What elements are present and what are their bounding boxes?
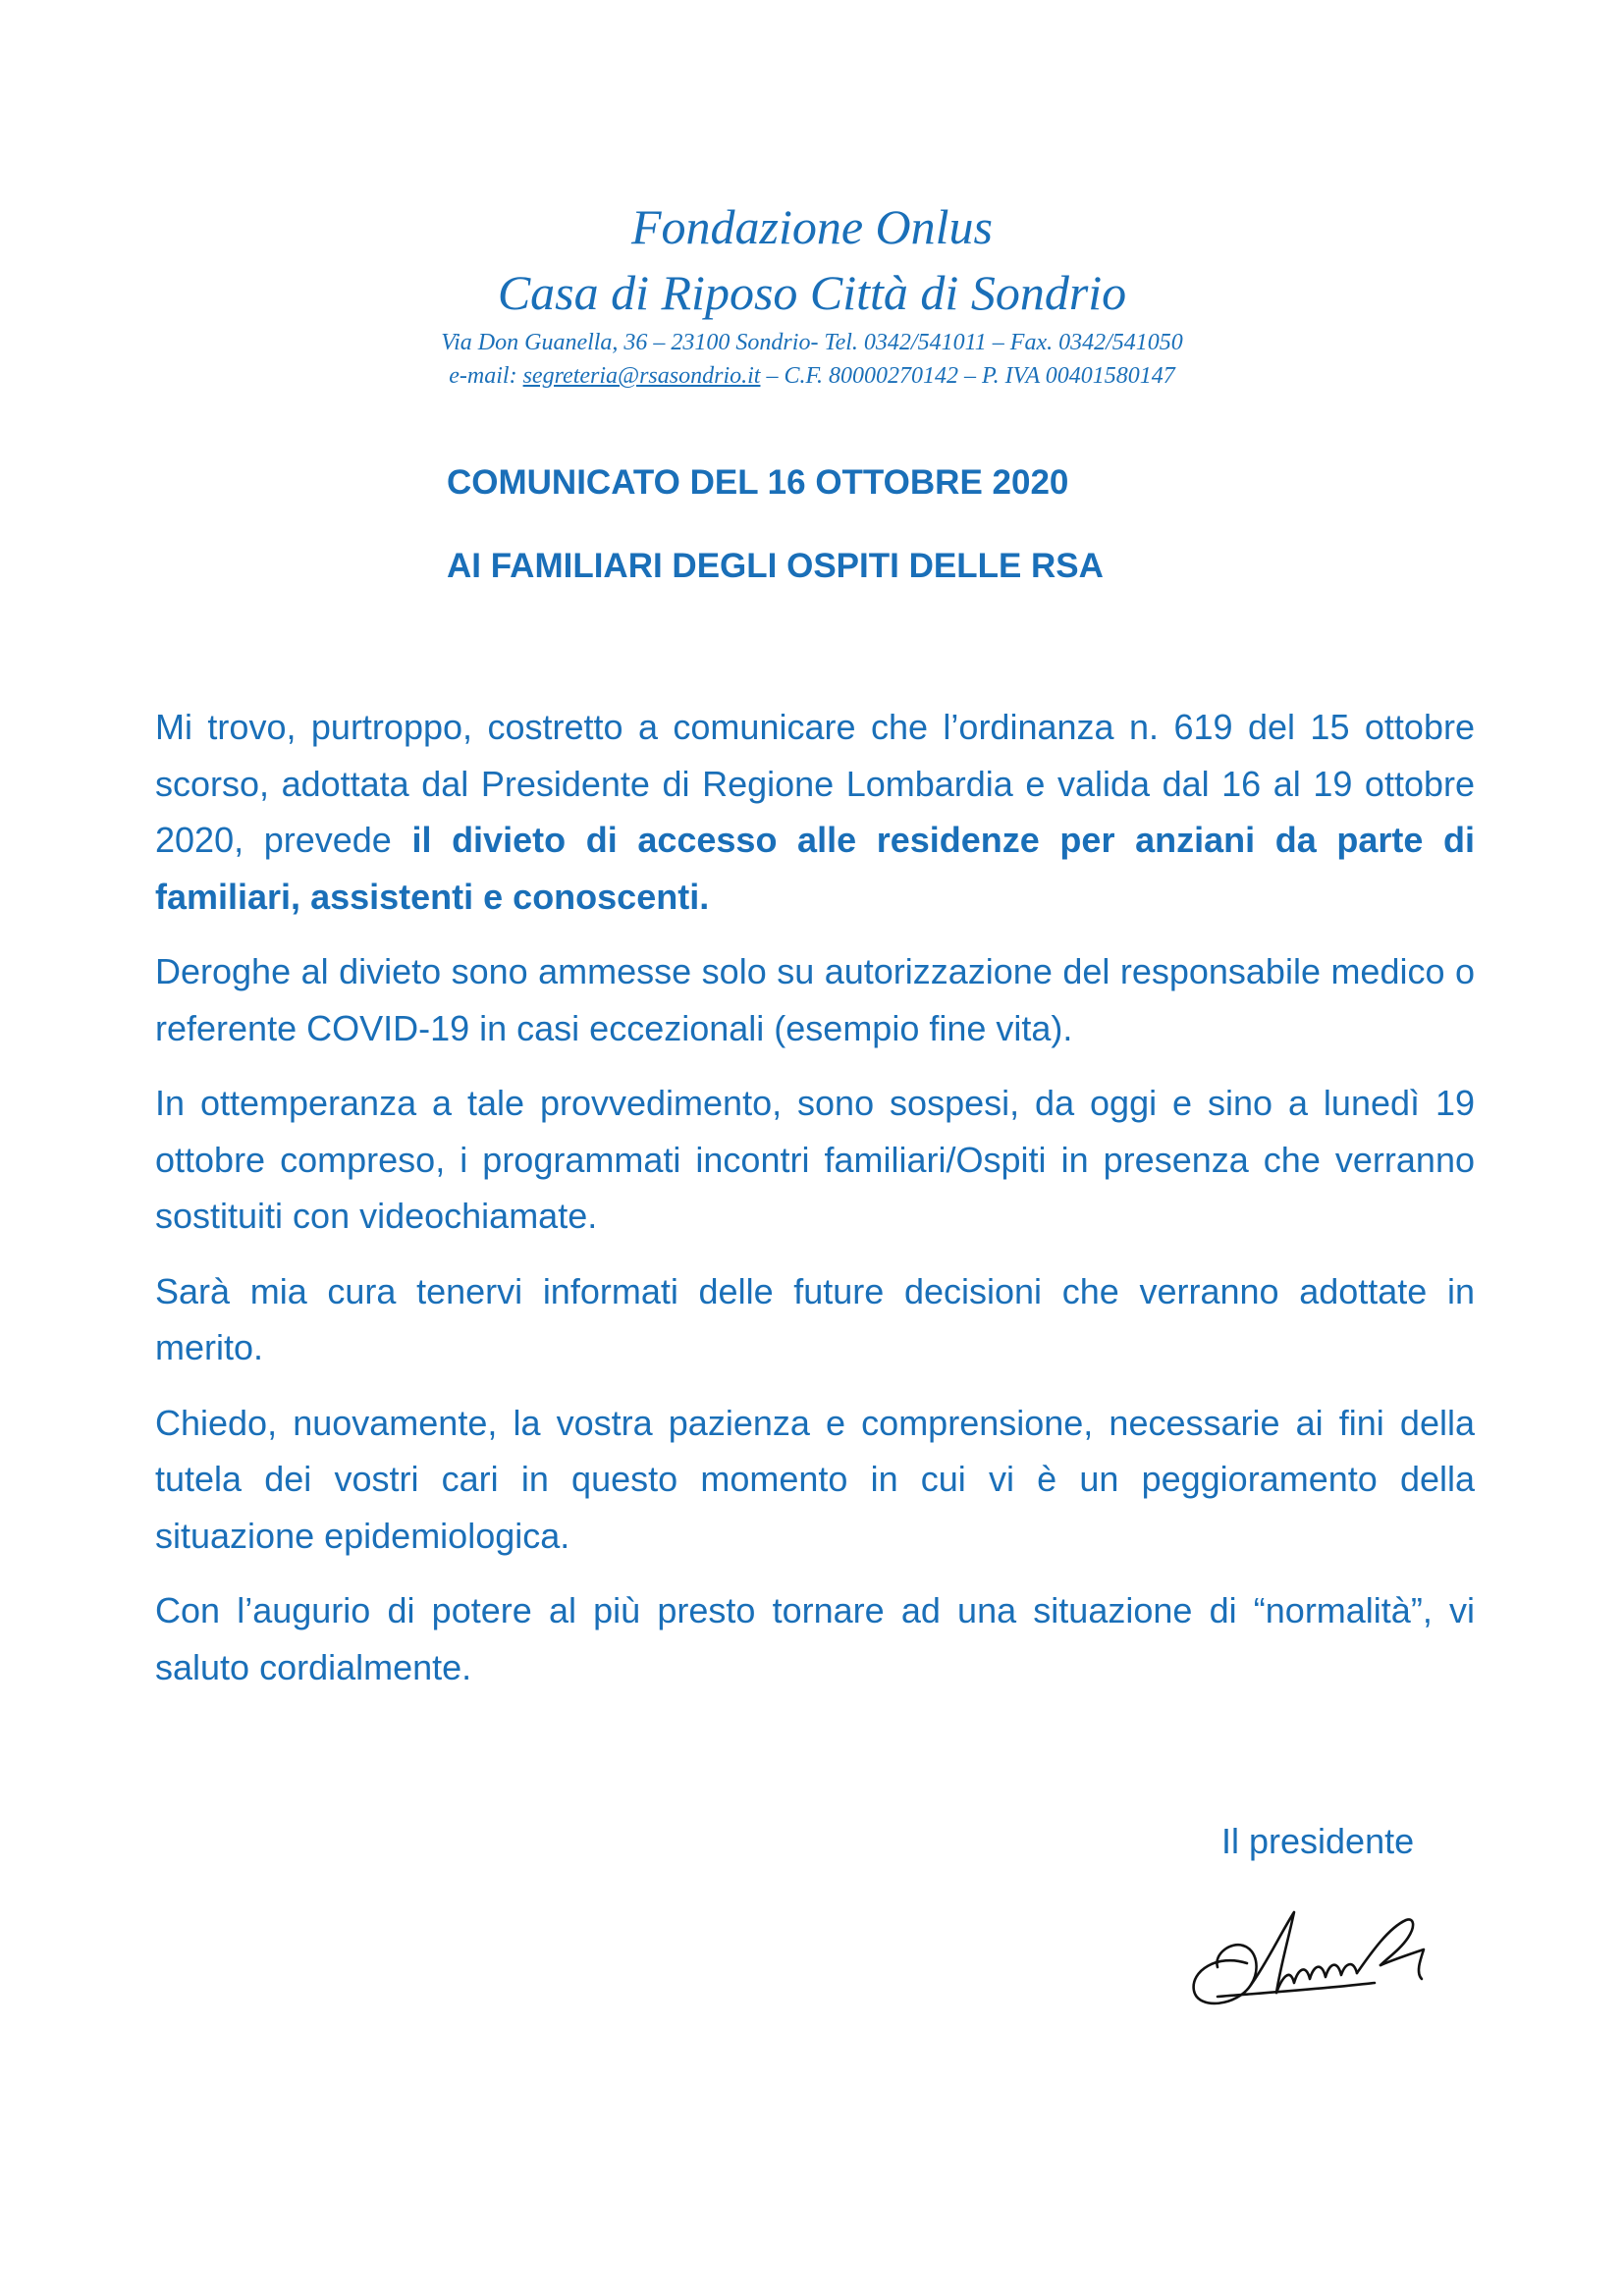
paragraph-5: Chiedo, nuovamente, la vostra pazienza e comprensione, necessarie ai fini della tutela dei vostri cari in questo momento in cui vi è un peggioramento della situazione epidemiologica. xyxy=(155,1402,1475,1556)
fiscal-info: – C.F. 80000270142 – P. IVA 00401580147 xyxy=(760,363,1175,389)
signature-label: Il presidente xyxy=(1221,1821,1415,1861)
communique-subtitle: AI FAMILIARI DEGLI OSPITI DELLE RSA xyxy=(447,547,1104,585)
letterhead xyxy=(0,194,1624,393)
paragraph-2: Deroghe al divieto sono ammesse solo su autorizzazione del responsabile medico o referente COVID-19 in casi eccezionali (esempio fine vita). xyxy=(155,951,1475,1048)
signature-icon xyxy=(1178,1895,1473,2022)
communique-title: COMUNICATO DEL 16 OTTOBRE 2020 xyxy=(447,463,1069,502)
paragraph-3: In ottemperanza a tale provvedimento, sono sospesi, da oggi e sino a lunedì 19 ottobre compreso, i programmati incontri familiari/Ospiti in presenza che verranno sostituiti con videochiamate. xyxy=(155,1083,1475,1236)
paragraph-1-bold: il divieto di accesso alle residenze per anziani da parte di familiari, assistenti e conoscenti. xyxy=(155,820,1476,917)
email-label: e-mail: xyxy=(449,363,523,389)
email-link[interactable]: segreteria@rsasondrio.it xyxy=(522,363,761,389)
paragraph-1 xyxy=(155,699,1475,925)
foundation-name: Fondazione Onlus xyxy=(630,199,994,254)
paragraph-1-text: Mi trovo, purtroppo, costretto a comunicare che l’ordinanza n. 619 del 15 ottobre scorso, adottata dal Presidente di Regione Lombardia e valida dal 16 al 19 ottobre 2020, prevede xyxy=(155,707,1475,860)
letter-body xyxy=(155,699,1475,1714)
institution-name: Casa di Riposo Città di Sondrio xyxy=(497,265,1127,320)
address-line: Via Don Guanella, 36 – 23100 Sondrio- Tel. 0342/541011 – Fax. 0342/541050 xyxy=(441,330,1183,355)
paragraph-4: Sarà mia cura tenervi informati delle future decisioni che verranno adottate in merito. xyxy=(155,1270,1475,1367)
contact-line xyxy=(0,359,1624,393)
paragraph-6: Con l’augurio di potere al più presto tornare ad una situazione di “normalità”, vi saluto cordialmente. xyxy=(155,1590,1475,1687)
